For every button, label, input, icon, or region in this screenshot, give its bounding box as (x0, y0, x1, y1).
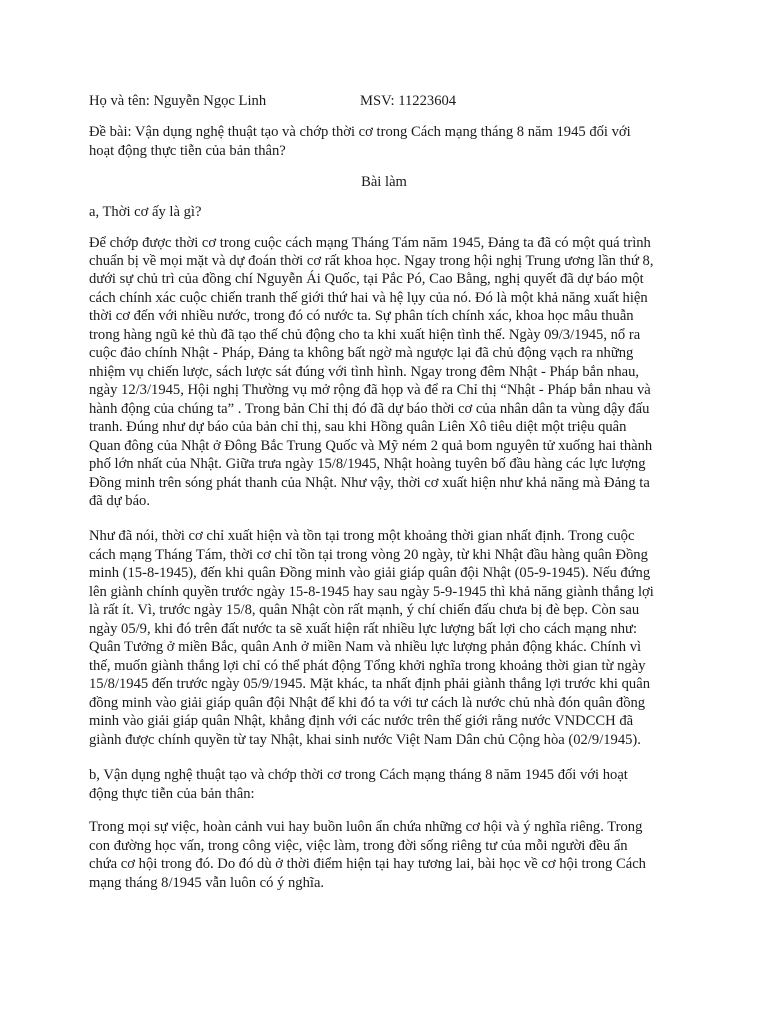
paragraph-line: nhiệm vụ chiến lược, sách lược sát đúng với tình hình. Ngay trong đêm Nhật - Pháp bắn nhau, (89, 364, 640, 380)
paragraph-line: dưới sự chủ trì của đồng chí Nguyễn Ái Quốc, tại Pắc Pó, Cao Bằng, nghị quyết đã dự báo một (89, 271, 644, 287)
paragraph-line: ngày 12/3/1945, Hội nghị Thường vụ mở rộng đã họp và để ra Chỉ thị “Nhật - Pháp bắn nhau và (89, 382, 651, 398)
paragraph-line: đồng minh vào giải giáp quân đội Nhật để khi đó ta với tư cách là nước chủ nhà đón quân đồng (89, 695, 646, 711)
paragraph-line: chuẩn bị về mọi mặt và dự đoán thời cơ rất khoa học. Ngay trong hội nghị Trung ương lần thứ 8, (89, 253, 654, 269)
paragraph-line: trong hàng ngũ kẻ thù đã tạo thế chủ động cho ta khi xuất hiện tình thế. Ngày 09/3/1945, nổ ra (89, 327, 641, 343)
paragraph-line: cách mạng Tháng Tám, thời cơ chỉ tồn tại trong vòng 20 ngày, từ khi Nhật đầu hàng quân Đồng (89, 547, 648, 563)
paragraph-line: phố lớn nhất của Nhật. Giữa trưa ngày 15/8/1945, Nhật hoàng tuyên bố đầu hàng các lực lượng (89, 456, 646, 472)
paragraph-line: cách chính xác cuộc chiến tranh thế giới thứ hai và hệ lụy của nó. Đó là một khả năng xuất hiện (89, 290, 648, 306)
paragraph-line: minh (15-8-1945), đến khi quân Đồng minh vào giải giáp quân đội Nhật (05-9-1945). Nếu đứng (89, 565, 651, 581)
paragraph-line: giành được chính quyền từ tay Nhật, khai sinh nước Việt Nam Dân chủ Cộng hòa (02/9/1945). (89, 732, 641, 748)
section-b-heading: động thực tiễn của bản thân: (89, 786, 255, 802)
paragraph-line: hành động của chúng ta” . Trong bản Chỉ thị đó đã dự báo thời cơ của nhân dân ta vùng dậy đấu (89, 401, 650, 417)
paragraph-line: cuộc đảo chính Nhật - Pháp, Đảng ta không bất ngờ mà ngược lại đã chủ động vạch ra những (89, 345, 634, 361)
paragraph-line: tranh. Đúng như dự báo của bản chỉ thị, sau khi Hồng quân Liên Xô tiêu diệt một triệu quân (89, 419, 627, 435)
assignment-line: Đề bài: Vận dụng nghệ thuật tạo và chớp thời cơ trong Cách mạng tháng 8 năm 1945 đối với (89, 124, 631, 140)
paragraph-line: là rất ít. Vì, trước ngày 15/8, quân Nhật còn rất mạnh, ý chí chiến đấu chưa bị đè bẹp. Còn sau (89, 602, 640, 618)
section-b-heading: b, Vận dụng nghệ thuật tạo và chớp thời cơ trong Cách mạng tháng 8 năm 1945 đối với hoạt (89, 767, 628, 783)
student-id: MSV: 11223604 (360, 93, 457, 109)
paragraph-line: Như đã nói, thời cơ chỉ xuất hiện và tồn tại trong một khoảng thời gian nhất định. Trong cuộc (89, 528, 635, 544)
assignment-line: hoạt động thực tiễn của bản thân? (89, 143, 286, 159)
paragraph-line: minh vào giải giáp quân Nhật, khẳng định với các nước trên thế giới rằng nước VNDCCH đã (89, 713, 634, 729)
paragraph-line: đã dự báo. (89, 493, 150, 509)
paragraph-line: ngày 05/9, khi đó trên đất nước ta sẽ xuất hiện rất nhiều lực lượng bất lợi cho cách mạng như: (89, 621, 637, 637)
paragraph-line: chứa cơ hội trong đó. Do đó dù ở thời điểm hiện tại hay tương lai, bài học về cơ hội trong Cách (89, 856, 646, 872)
paragraph-line: Đồng minh trên sóng phát thanh của Nhật. Như vậy, thời cơ xuất hiện như khả năng mà Đảng ta (89, 475, 650, 491)
paragraph-line: con đường học vấn, trong công việc, việc làm, trong đời sống riêng tư của mỗi người đều ẩn (89, 838, 628, 854)
paragraph-line: thời cơ đến với nhiều nước, trong đó có nước ta. Sự phân tích chính xác, khoa học mâu thuẫn (89, 308, 634, 324)
student-name: Họ và tên: Nguyễn Ngọc Linh (89, 93, 267, 109)
paragraph-line: Quân Tưởng ở miền Bắc, quân Anh ở miền Nam và nhiều lực lượng phản động khác. Chính vì (89, 639, 642, 655)
paragraph-line: Trong mọi sự việc, hoàn cảnh vui hay buồn luôn ẩn chứa những cơ hội và ý nghĩa riêng. Trong (89, 819, 643, 835)
paragraph-line: Để chớp được thời cơ trong cuộc cách mạng Tháng Tám năm 1945, Đảng ta đã có một quá trình (89, 235, 651, 251)
paragraph-line: Quan đông của Nhật ở Đông Bắc Trung Quốc và Mỹ ném 2 quả bom nguyên tử xuống hai thành (89, 438, 653, 454)
section-a-heading: a, Thời cơ ấy là gì? (89, 204, 202, 220)
page-title: Bài làm (361, 174, 407, 190)
paragraph-line: mạng tháng 8/1945 vẫn luôn có ý nghĩa. (89, 875, 325, 891)
paragraph-line: lên giành chính quyền trước ngày 15-8-1945 hay sau ngày 5-9-1945 thì khả năng giành thắng lợi (89, 584, 654, 600)
paragraph-line: 15/8/1945 đến trước ngày 05/9/1945. Mặt khác, ta nhất định phải giành thắng lợi trước khi quân (89, 676, 650, 692)
paragraph-line: thế, muốn giành thắng lợi chỉ có thể phát động Tổng khởi nghĩa trong khoảng thời gian từ ngày (89, 658, 646, 674)
